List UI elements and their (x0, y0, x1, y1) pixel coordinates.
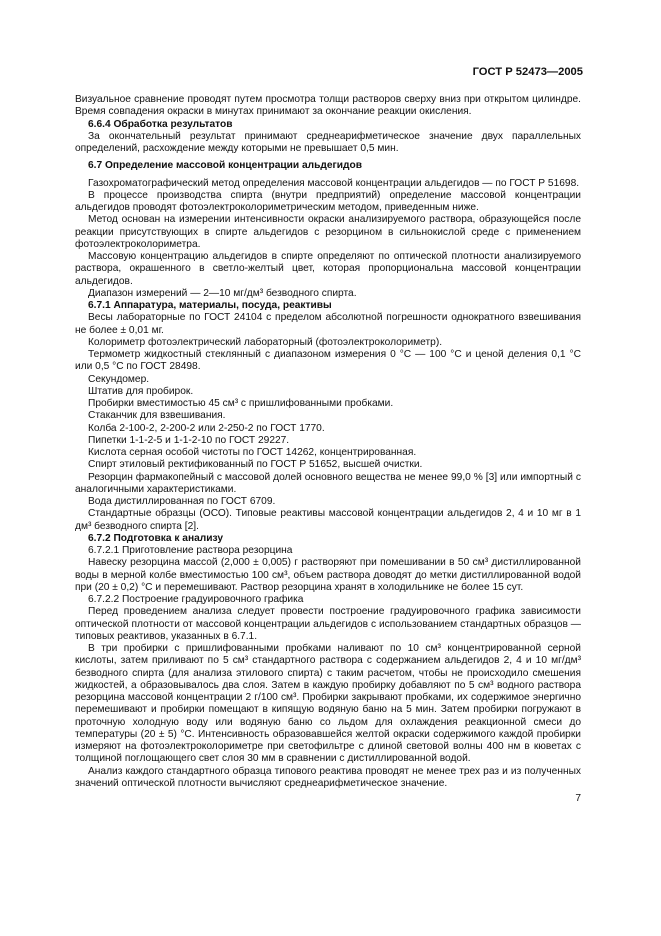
paragraph: За окончательный результат принимают среднеарифметическое значение двух параллельных определений, расхождение между которыми не превышает 0,5 мин. (75, 130, 581, 154)
section-heading: 6.7.1 Аппаратура, материалы, посуда, реактивы (88, 300, 332, 311)
list-item: Стаканчик для взвешивания. (88, 410, 226, 422)
list-item: Пробирки вместимостью 45 см³ с пришлифованными пробками. (88, 398, 394, 409)
paragraph: Анализ каждого стандартного образца типового реактива проводят не менее трех раз и из полученных значений оптической плотности вычисляют среднеарифметическое значение. (75, 765, 581, 789)
paragraph: В процессе производства спирта (внутри предприятий) определение массовой концентрации альдегидов проводят фотоэлектроколориметрическим методом, приведенным ниже. (75, 189, 581, 213)
paragraph: Навеску резорцина массой (2,000 ± 0,005) г растворяют при помешивании в 50 см³ дистиллированной воды в мерной колбе вместимостью 100 см³, объем раствора доводят до метки дистиллированной водой при (20 ± 0,2) °С и перемешивают. Раствор резорцина хранят в холодильнике не более 15 сут. (75, 557, 581, 593)
subsection-heading: 6.7.2.2 Построение градуировочного графика (88, 594, 304, 605)
list-item: Весы лабораторные по ГОСТ 24104 с пределом абсолютной погрешности однократного взвешивания не более ± 0,01 мг. (75, 312, 581, 336)
list-item: Вода дистиллированная по ГОСТ 6709. (88, 496, 276, 507)
list-item: Штатив для пробирок. (88, 385, 194, 397)
subsection-heading: 6.7.2.1 Приготовление раствора резорцина (88, 545, 293, 556)
standard-header: ГОСТ Р 52473—2005 (472, 66, 583, 78)
list-item: Секундомер. (88, 373, 150, 385)
list-item: Спирт этиловый ректификованный по ГОСТ Р 51652, высшей очистки. (88, 459, 423, 471)
list-item: Стандартные образцы (ОСО). Типовые реактивы массовой концентрации альдегидов 2, 4 и 10 мг в 1 дм³ безводного спирта [2]. (75, 508, 581, 532)
list-item: Колба 2-100-2, 2-200-2 или 2-250-2 по ГОСТ 1770. (88, 422, 325, 434)
paragraph: Перед проведением анализа следует провести построение градуировочного графика зависимости оптической плотности от массовой концентрации альдегидов с использованием стандартных образцов — типовых реактивов, указанных в 6.7.1. (75, 606, 581, 642)
page-number: 7 (575, 793, 581, 804)
list-item: Пипетки 1-1-2-5 и 1-1-2-10 по ГОСТ 29227. (88, 434, 290, 446)
paragraph: Метод основан на измерении интенсивности окраски анализируемого раствора, образующейся после реакции присутствующих в спирте альдегидов с резорцином в сильнокислой среде с применением фотоэлектроколориметра. (75, 214, 581, 250)
paragraph: Массовую концентрацию альдегидов в спирте определяют по оптической плотности анализируемого раствора, окрашенного в светло-желтый цвет, которая пропорциональна массовой концентрации альдегидов. (75, 251, 581, 287)
list-item: Термометр жидкостный стеклянный с диапазоном измерения 0 °С — 100 °С и ценой деления 0,1 °С или 0,5 °С по ГОСТ 28498. (75, 349, 581, 373)
paragraph: Диапазон измерений — 2—10 мг/дм³ безводного спирта. (88, 287, 357, 299)
section-heading: 6.6.4 Обработка результатов (88, 118, 233, 130)
document-body (75, 94, 581, 790)
list-item: Резорцин фармакопейный с массовой долей основного вещества не менее 99,0 % [3] или импортный с аналогичными характеристиками. (75, 471, 581, 495)
list-item: Колориметр фотоэлектрический лабораторный (фотоэлектроколориметр). (88, 336, 443, 348)
section-heading: 6.7 Определение массовой концентрации альдегидов (88, 160, 362, 172)
paragraph: В три пробирки с пришлифованными пробками наливают по 10 см³ концентрированной серной кислоты, затем приливают по 5 см³ стандартного раствора с содержанием альдегидов 2, 4 и 10 мг/дм³ безводного спирта (для анализа этилового спирта) с таким расчетом, чтобы не происходило смешения жидкостей, а образовывалось два слоя. Затем в каждую пробирку добавляют по 5 см³ водного раствора резорцина массовой концентрации 2 г/100 см³. Пробирки закрывают пробками, их содержимое энергично перемешивают и пробирки помещают в кипящую водяную баню на 5 мин. Затем пробирки погружают в проточную холодную воду или водяную баню со льдом для охлаждения реакционной смеси до температуры (20 ± 5) °С. Интенсивность образовавшейся желтой окраски содержимого каждой пробирки измеряют на фотоэлектроколориметре при светофильтре с длиной световой волны 400 нм в кюветах с толщиной поглощающего свет слоя 30 мм в сравнении с дистиллированной водой. (75, 643, 581, 765)
section-heading: 6.7.2 Подготовка к анализу (88, 532, 224, 544)
list-item: Кислота серная особой чистоты по ГОСТ 14262, концентрированная. (88, 447, 417, 458)
paragraph: Газохроматографический метод определения массовой концентрации альдегидов — по ГОСТ Р 51698. (88, 177, 580, 189)
paragraph: Визуальное сравнение проводят путем просмотра толщи растворов сверху вниз при открытом цилиндре. Время совпадения окраски в минутах принимают за окончание реакции окисления. (75, 94, 581, 118)
